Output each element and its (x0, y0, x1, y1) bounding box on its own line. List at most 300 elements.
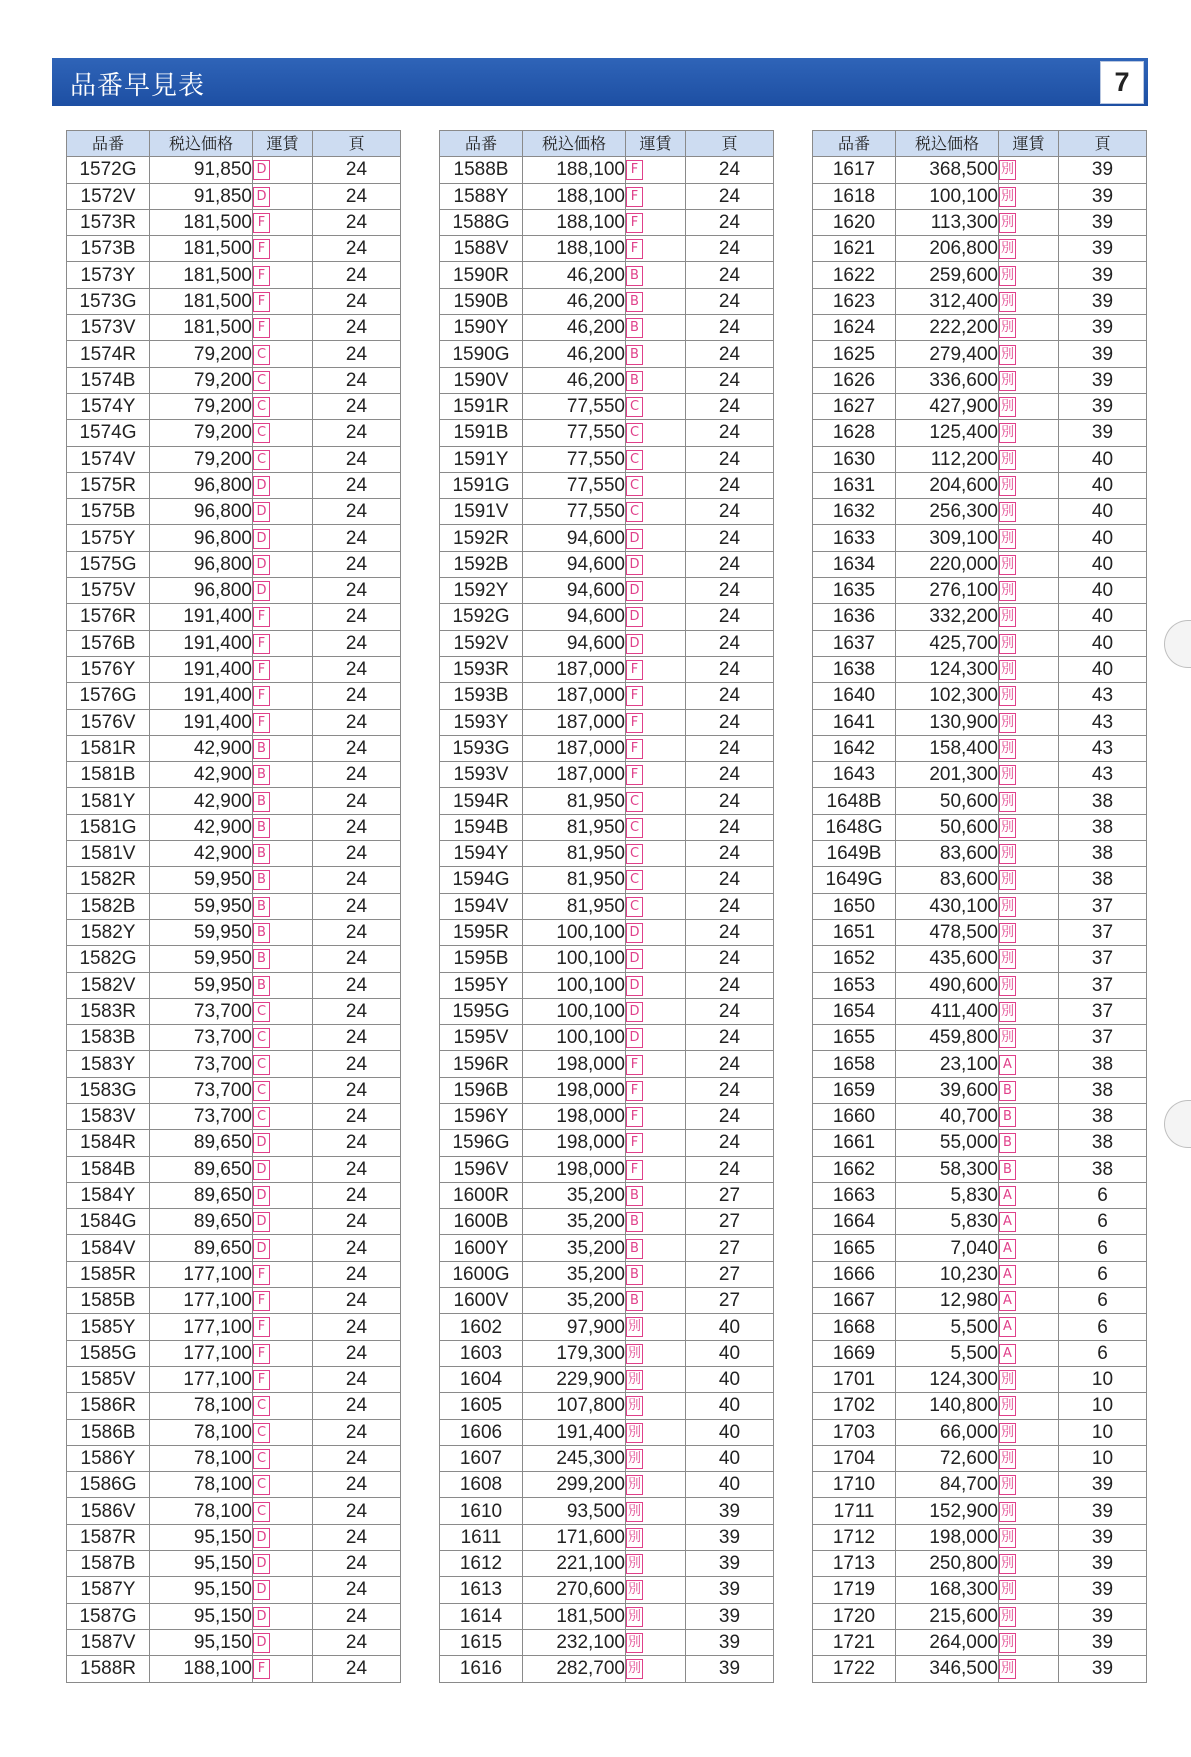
product-code: 1627 (813, 393, 896, 419)
price: 59,950 (150, 893, 253, 919)
catalog-page: 40 (1059, 656, 1147, 682)
table-row (67, 814, 401, 840)
price: 478,500 (896, 919, 999, 945)
table-row (67, 1340, 401, 1366)
product-code: 1653 (813, 972, 896, 998)
catalog-page: 6 (1059, 1288, 1147, 1314)
table-row (440, 1156, 774, 1182)
shipping-cell (253, 1366, 313, 1392)
product-code: 1576Y (67, 656, 150, 682)
price: 188,100 (523, 183, 626, 209)
price: 100,100 (523, 919, 626, 945)
price: 181,500 (150, 262, 253, 288)
shipping-cell (626, 341, 686, 367)
shipping-cell (626, 604, 686, 630)
table-row (813, 262, 1147, 288)
product-code: 1623 (813, 288, 896, 314)
price: 94,600 (523, 630, 626, 656)
catalog-page: 38 (1059, 1103, 1147, 1129)
product-code: 1588B (440, 157, 523, 183)
shipping-cell (999, 1025, 1059, 1051)
catalog-page: 24 (686, 209, 774, 235)
catalog-page: 24 (313, 1103, 401, 1129)
catalog-page: 24 (686, 157, 774, 183)
catalog-page: 24 (313, 1130, 401, 1156)
product-code: 1573Y (67, 262, 150, 288)
shipping-class-badge: F (253, 1317, 270, 1337)
table-row (67, 551, 401, 577)
shipping-cell (253, 393, 313, 419)
price: 89,650 (150, 1130, 253, 1156)
product-code: 1638 (813, 656, 896, 682)
catalog-page: 24 (686, 762, 774, 788)
price: 35,200 (523, 1209, 626, 1235)
catalog-page: 27 (686, 1288, 774, 1314)
catalog-page: 27 (686, 1182, 774, 1208)
shipping-cell (626, 998, 686, 1024)
shipping-class-badge: B (253, 923, 270, 943)
shipping-cell (253, 472, 313, 498)
catalog-page: 24 (313, 183, 401, 209)
catalog-page: 24 (313, 578, 401, 604)
product-code: 1590B (440, 288, 523, 314)
product-code: 1575R (67, 472, 150, 498)
table-row (67, 1419, 401, 1445)
product-code: 1588R (67, 1656, 150, 1682)
shipping-class-badge: B (253, 844, 270, 864)
shipping-class-badge: D (626, 581, 643, 601)
shipping-class-badge: 別 (999, 1028, 1016, 1048)
product-code: 1588Y (440, 183, 523, 209)
header-page: 頁 (686, 131, 774, 157)
table-row (813, 1629, 1147, 1655)
table-row (813, 1551, 1147, 1577)
table-row (67, 446, 401, 472)
product-code: 1634 (813, 551, 896, 577)
shipping-cell (999, 841, 1059, 867)
shipping-class-badge: D (253, 1607, 270, 1627)
table-row (813, 472, 1147, 498)
shipping-cell (999, 1551, 1059, 1577)
catalog-page: 39 (1059, 1656, 1147, 1682)
price: 368,500 (896, 157, 999, 183)
shipping-class-badge: 別 (999, 1528, 1016, 1548)
shipping-cell (626, 972, 686, 998)
catalog-page: 40 (1059, 604, 1147, 630)
price: 191,400 (150, 630, 253, 656)
shipping-class-badge: B (626, 292, 643, 312)
shipping-class-badge: 別 (999, 897, 1016, 917)
table-row (67, 499, 401, 525)
product-code: 1721 (813, 1629, 896, 1655)
price: 206,800 (896, 236, 999, 262)
shipping-cell (626, 1656, 686, 1682)
table-row (67, 1314, 401, 1340)
shipping-cell (999, 788, 1059, 814)
table-row (67, 393, 401, 419)
price: 94,600 (523, 604, 626, 630)
table-row (67, 288, 401, 314)
shipping-class-badge: 別 (999, 397, 1016, 417)
table-row (67, 1393, 401, 1419)
table-row (813, 1288, 1147, 1314)
shipping-class-badge: 別 (999, 660, 1016, 680)
table-row (813, 1209, 1147, 1235)
shipping-class-badge: B (253, 739, 270, 759)
shipping-class-badge: D (253, 1528, 270, 1548)
catalog-page: 24 (313, 683, 401, 709)
price: 72,600 (896, 1445, 999, 1471)
shipping-cell (626, 683, 686, 709)
table-row (67, 788, 401, 814)
price: 152,900 (896, 1498, 999, 1524)
price: 124,300 (896, 1366, 999, 1392)
product-code: 1648B (813, 788, 896, 814)
shipping-class-badge: 別 (999, 1002, 1016, 1022)
shipping-cell (253, 1025, 313, 1051)
price: 229,900 (523, 1366, 626, 1392)
shipping-cell (999, 1261, 1059, 1287)
shipping-cell (626, 1130, 686, 1156)
catalog-page: 40 (686, 1445, 774, 1471)
shipping-class-badge: C (626, 502, 643, 522)
price: 81,950 (523, 841, 626, 867)
price: 95,150 (150, 1603, 253, 1629)
shipping-cell (626, 499, 686, 525)
product-code: 1615 (440, 1629, 523, 1655)
table-row (813, 1524, 1147, 1550)
shipping-class-badge: 別 (999, 739, 1016, 759)
price: 264,000 (896, 1629, 999, 1655)
shipping-cell (999, 341, 1059, 367)
price: 78,100 (150, 1393, 253, 1419)
shipping-class-badge: 別 (626, 1607, 643, 1627)
table-row (67, 1366, 401, 1392)
catalog-page: 40 (686, 1393, 774, 1419)
price: 191,400 (150, 656, 253, 682)
shipping-cell (253, 1629, 313, 1655)
product-code: 1618 (813, 183, 896, 209)
price: 95,150 (150, 1629, 253, 1655)
shipping-class-badge: 別 (626, 1502, 643, 1522)
product-code: 1610 (440, 1498, 523, 1524)
table-row (67, 946, 401, 972)
shipping-class-badge: C (253, 1475, 270, 1495)
catalog-page: 27 (686, 1261, 774, 1287)
catalog-page: 24 (313, 367, 401, 393)
shipping-class-badge: C (253, 1449, 270, 1469)
price: 46,200 (523, 262, 626, 288)
product-code: 1575V (67, 578, 150, 604)
shipping-cell (999, 209, 1059, 235)
catalog-page: 24 (686, 288, 774, 314)
table-row (813, 841, 1147, 867)
table-row (67, 1130, 401, 1156)
shipping-cell (253, 919, 313, 945)
shipping-cell (999, 1051, 1059, 1077)
shipping-class-badge: 別 (626, 1396, 643, 1416)
product-code: 1631 (813, 472, 896, 498)
table-row (67, 209, 401, 235)
shipping-cell (999, 1077, 1059, 1103)
shipping-class-badge: 別 (999, 1475, 1016, 1495)
table-row (440, 919, 774, 945)
shipping-class-badge: D (626, 1028, 643, 1048)
shipping-cell (999, 1629, 1059, 1655)
catalog-page: 24 (313, 1235, 401, 1261)
product-code: 1575B (67, 499, 150, 525)
catalog-page: 24 (313, 1472, 401, 1498)
table-row (67, 867, 401, 893)
product-code: 1633 (813, 525, 896, 551)
product-code: 1600B (440, 1209, 523, 1235)
table-row (440, 1498, 774, 1524)
table-row (813, 972, 1147, 998)
shipping-class-badge: 別 (626, 1554, 643, 1574)
price: 179,300 (523, 1340, 626, 1366)
product-code: 1585Y (67, 1314, 150, 1340)
catalog-page: 39 (1059, 209, 1147, 235)
shipping-class-badge: D (626, 607, 643, 627)
shipping-class-badge: 別 (999, 318, 1016, 338)
product-code: 1662 (813, 1156, 896, 1182)
shipping-class-badge: B (999, 1133, 1016, 1153)
header-code: 品番 (813, 131, 896, 157)
table-row (813, 393, 1147, 419)
binder-hole-tab (1164, 620, 1191, 668)
catalog-page: 24 (313, 288, 401, 314)
product-code: 1702 (813, 1393, 896, 1419)
catalog-page: 43 (1059, 735, 1147, 761)
price: 5,830 (896, 1209, 999, 1235)
catalog-page: 10 (1059, 1419, 1147, 1445)
product-code: 1587R (67, 1524, 150, 1550)
product-code: 1643 (813, 762, 896, 788)
catalog-page: 38 (1059, 788, 1147, 814)
catalog-page: 24 (313, 1393, 401, 1419)
catalog-page: 24 (686, 1077, 774, 1103)
catalog-page: 40 (686, 1366, 774, 1392)
catalog-page: 24 (313, 630, 401, 656)
table-row (440, 1235, 774, 1261)
price: 188,100 (150, 1656, 253, 1682)
shipping-class-badge: B (626, 318, 643, 338)
product-code: 1640 (813, 683, 896, 709)
catalog-page: 24 (686, 1130, 774, 1156)
catalog-page: 39 (686, 1629, 774, 1655)
catalog-page: 40 (686, 1472, 774, 1498)
shipping-cell (999, 1340, 1059, 1366)
shipping-cell (253, 1130, 313, 1156)
product-code: 1594G (440, 867, 523, 893)
product-code: 1613 (440, 1577, 523, 1603)
table-row (813, 630, 1147, 656)
shipping-class-badge: F (626, 187, 643, 207)
catalog-page: 24 (686, 315, 774, 341)
shipping-cell (626, 1235, 686, 1261)
price: 73,700 (150, 1025, 253, 1051)
price: 102,300 (896, 683, 999, 709)
shipping-class-badge: F (253, 239, 270, 259)
shipping-cell (626, 1182, 686, 1208)
shipping-class-badge: B (253, 765, 270, 785)
shipping-class-badge: 別 (626, 1528, 643, 1548)
catalog-page: 24 (686, 630, 774, 656)
shipping-class-badge: D (626, 949, 643, 969)
price: 91,850 (150, 183, 253, 209)
shipping-class-badge: D (253, 1133, 270, 1153)
shipping-cell (626, 1340, 686, 1366)
catalog-page: 24 (686, 604, 774, 630)
product-code: 1584G (67, 1209, 150, 1235)
shipping-cell (253, 1077, 313, 1103)
price: 100,100 (523, 1025, 626, 1051)
shipping-cell (253, 867, 313, 893)
product-code: 1581G (67, 814, 150, 840)
catalog-page: 24 (686, 841, 774, 867)
shipping-cell (999, 183, 1059, 209)
price: 100,100 (523, 946, 626, 972)
shipping-cell (626, 1025, 686, 1051)
catalog-page: 39 (1059, 236, 1147, 262)
shipping-class-badge: F (253, 686, 270, 706)
product-code: 1592R (440, 525, 523, 551)
price: 35,200 (523, 1261, 626, 1287)
table-row (440, 1656, 774, 1682)
price: 73,700 (150, 998, 253, 1024)
product-code: 1586V (67, 1498, 150, 1524)
catalog-page: 24 (686, 867, 774, 893)
shipping-class-badge: B (253, 949, 270, 969)
catalog-page: 6 (1059, 1182, 1147, 1208)
shipping-class-badge: 別 (999, 923, 1016, 943)
shipping-class-badge: C (626, 476, 643, 496)
product-code: 1574R (67, 341, 150, 367)
catalog-page: 24 (686, 1103, 774, 1129)
catalog-page: 24 (313, 1025, 401, 1051)
shipping-cell (626, 1445, 686, 1471)
shipping-cell (999, 630, 1059, 656)
table-row (813, 578, 1147, 604)
table-row (67, 656, 401, 682)
price: 215,600 (896, 1603, 999, 1629)
table-row (813, 1656, 1147, 1682)
product-code: 1593B (440, 683, 523, 709)
table-row (67, 841, 401, 867)
shipping-class-badge: F (626, 239, 643, 259)
price: 59,950 (150, 972, 253, 998)
price: 299,200 (523, 1472, 626, 1498)
table-row (440, 1366, 774, 1392)
product-code: 1576G (67, 683, 150, 709)
shipping-class-badge: F (626, 1107, 643, 1127)
catalog-page: 38 (1059, 1130, 1147, 1156)
price: 130,900 (896, 709, 999, 735)
product-code: 1586G (67, 1472, 150, 1498)
price: 221,100 (523, 1551, 626, 1577)
product-code: 1586R (67, 1393, 150, 1419)
shipping-cell (253, 788, 313, 814)
table-row (440, 867, 774, 893)
catalog-page: 24 (313, 998, 401, 1024)
shipping-class-badge: C (626, 844, 643, 864)
price: 332,200 (896, 604, 999, 630)
price: 81,950 (523, 893, 626, 919)
shipping-class-badge: D (253, 1554, 270, 1574)
price: 177,100 (150, 1340, 253, 1366)
catalog-page: 24 (313, 735, 401, 761)
product-code: 1650 (813, 893, 896, 919)
table-row (813, 1314, 1147, 1340)
shipping-class-badge: F (253, 1344, 270, 1364)
table-row (440, 1340, 774, 1366)
shipping-class-badge: 別 (999, 371, 1016, 391)
shipping-class-badge: D (253, 187, 270, 207)
product-code: 1596B (440, 1077, 523, 1103)
catalog-page: 24 (686, 919, 774, 945)
shipping-cell (253, 236, 313, 262)
shipping-class-badge: A (999, 1186, 1016, 1206)
shipping-class-badge: C (253, 1502, 270, 1522)
shipping-cell (253, 341, 313, 367)
shipping-cell (999, 709, 1059, 735)
price: 42,900 (150, 814, 253, 840)
shipping-cell (626, 709, 686, 735)
shipping-class-badge: A (999, 1291, 1016, 1311)
table-row (813, 315, 1147, 341)
shipping-cell (626, 1209, 686, 1235)
shipping-class-badge: 別 (999, 1554, 1016, 1574)
shipping-class-badge: F (626, 765, 643, 785)
shipping-cell (999, 1366, 1059, 1392)
product-code: 1713 (813, 1551, 896, 1577)
product-code: 1596G (440, 1130, 523, 1156)
product-code: 1595G (440, 998, 523, 1024)
shipping-class-badge: C (253, 1396, 270, 1416)
table-row (67, 1656, 401, 1682)
table-row (440, 209, 774, 235)
catalog-page: 39 (1059, 262, 1147, 288)
shipping-cell (626, 735, 686, 761)
shipping-class-badge: 別 (999, 1659, 1016, 1679)
shipping-cell (253, 841, 313, 867)
product-code: 1584B (67, 1156, 150, 1182)
product-code: 1587B (67, 1551, 150, 1577)
header-page: 頁 (313, 131, 401, 157)
catalog-page: 24 (686, 709, 774, 735)
table-row (813, 1393, 1147, 1419)
table-row (440, 1288, 774, 1314)
shipping-cell (253, 1524, 313, 1550)
shipping-class-badge: D (253, 1160, 270, 1180)
shipping-class-badge: C (626, 423, 643, 443)
price: 96,800 (150, 525, 253, 551)
shipping-cell (999, 604, 1059, 630)
product-code: 1652 (813, 946, 896, 972)
catalog-page: 24 (686, 998, 774, 1024)
table-row (813, 893, 1147, 919)
table-row (440, 1261, 774, 1287)
price: 181,500 (150, 236, 253, 262)
shipping-class-badge: 別 (626, 1659, 643, 1679)
table-row (67, 367, 401, 393)
product-code: 1607 (440, 1445, 523, 1471)
table-row (440, 1209, 774, 1235)
shipping-class-badge: F (253, 1291, 270, 1311)
price: 73,700 (150, 1077, 253, 1103)
product-code: 1591B (440, 420, 523, 446)
shipping-class-badge: D (253, 581, 270, 601)
